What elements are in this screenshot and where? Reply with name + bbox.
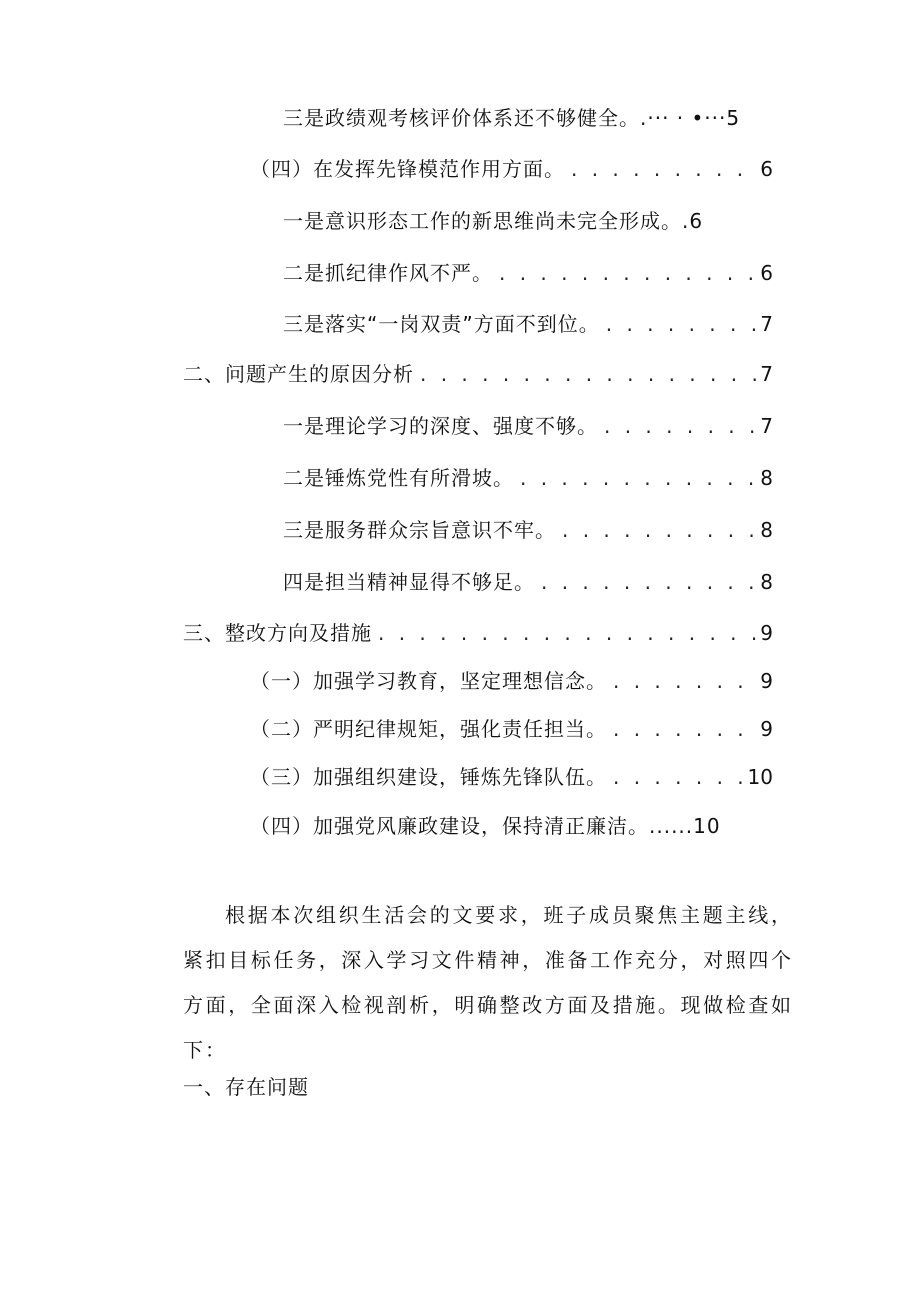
toc-entry[interactable] (250, 810, 773, 840)
toc-leader-dots (606, 312, 757, 336)
toc-entry-text: 二是抓纪律作风不严。 (283, 261, 493, 285)
toc-entry-text: 一是理论学习的深度、强度不够。 (283, 414, 598, 438)
toc-entry-text: 三、整改方向及措施 (183, 621, 372, 645)
toc-entry[interactable] (283, 410, 773, 440)
toc-leader-dots (520, 466, 756, 490)
toc-entry-text: 二、问题产生的原因分析 (183, 362, 414, 386)
toc-entry-page: 8 (760, 466, 773, 490)
toc-entry-text: （三）加强组织建设，锤炼先锋队伍。 (250, 765, 607, 789)
toc-entry[interactable] (283, 102, 773, 132)
toc-leader-dots (571, 157, 756, 181)
toc-entry-text: 三是服务群众宗旨意识不牢。 (283, 518, 556, 542)
toc-entry[interactable] (283, 205, 773, 235)
toc-entry[interactable] (283, 257, 773, 287)
toc-entry[interactable] (283, 462, 773, 492)
toc-entry-page: 6 (760, 261, 773, 285)
toc-leader-dots (420, 362, 756, 386)
toc-entry[interactable] (283, 308, 773, 338)
toc-leader-dots (613, 765, 744, 789)
toc-entry[interactable] (183, 617, 773, 647)
toc-entry-text: （四）在发挥先锋模范作用方面。 (250, 157, 565, 181)
toc-leader-dots (604, 414, 756, 438)
toc-entry-page: 8 (760, 570, 773, 594)
toc-entry-text: 三是政绩观考核评价体系还不够健全。. (283, 106, 648, 130)
toc-leader-dots (613, 669, 756, 693)
toc-entry-page: 9 (760, 717, 773, 741)
toc-entry[interactable] (250, 665, 773, 695)
toc-entry-text: 四是担当精神显得不够足。 (283, 570, 535, 594)
toc-entry[interactable] (283, 566, 773, 596)
body-paragraph (183, 893, 793, 1073)
toc-entry-page: 6 (760, 157, 773, 181)
toc-entry-page: 9 (760, 621, 773, 645)
toc-entry-tail: ··· · •···5 (647, 106, 741, 130)
toc-entry[interactable] (283, 514, 773, 544)
toc-leader-dots (541, 570, 756, 594)
paragraph-text: 根据本次组织生活会的文要求，班子成员聚焦主题主线，紧扣目标任务，深入学习文件精神，准备工作充分，对照四个方面，全面深入检视剖析，明确整改方面及措施。现做检查如下： (183, 903, 793, 1062)
section-heading: 一、存在问题 (183, 1075, 309, 1099)
toc-entry-text: 三是落实“一岗双责”方面不到位。 (283, 312, 600, 336)
toc-entry-text: （一）加强学习教育，坚定理想信念。 (250, 669, 607, 693)
toc-entry-text: 二是锤炼党性有所滑坡。 (283, 466, 514, 490)
toc-entry-page: 7 (760, 312, 773, 336)
toc-entry-page: 8 (760, 518, 773, 542)
toc-entry-text: 一是意识形态工作的新思维尚未完全形成。 (283, 209, 682, 233)
toc-entry-tail: ......10 (649, 814, 721, 838)
toc-entry-text: （二）严明纪律规矩，强化责任担当。 (250, 717, 607, 741)
toc-entry-page: 7 (760, 414, 773, 438)
toc-entry[interactable] (250, 713, 773, 743)
toc-entry-tail: .6 (682, 209, 704, 233)
toc-leader-dots (613, 717, 756, 741)
toc-leader-dots (562, 518, 756, 542)
toc-entry-text: （四）加强党风廉政建设，保持清正廉洁。 (250, 814, 649, 838)
toc-entry[interactable] (250, 761, 773, 791)
toc-leader-dots (499, 261, 756, 285)
toc-entry[interactable] (183, 358, 773, 388)
toc-entry-page: 10 (747, 765, 773, 789)
toc-leader-dots (378, 621, 756, 645)
toc-entry-page: 7 (760, 362, 773, 386)
toc-entry[interactable] (250, 153, 773, 183)
toc-entry-page: 9 (760, 669, 773, 693)
